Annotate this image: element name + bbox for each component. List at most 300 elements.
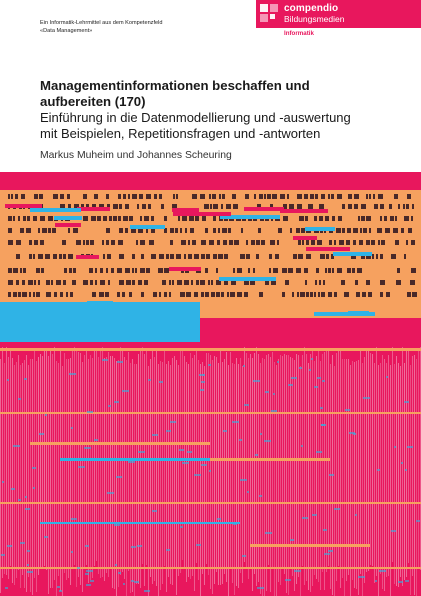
art-glyph-mark [342,228,345,233]
art-glyph-mark [389,204,392,209]
art-glyph-mark [151,216,154,221]
art-glyph-mark [210,204,212,209]
art-fleck [294,570,301,572]
art-fleck [264,440,271,442]
art-glyph-mark [18,292,21,297]
art-glyph-mark [184,280,189,285]
art-glyph-mark [366,280,370,285]
art-glyph-mark [348,204,352,209]
art-glyph-mark [63,280,66,285]
art-stripe [144,354,145,586]
art-fleck [152,510,157,512]
art-fleck [404,401,409,403]
art-stripe [320,361,321,590]
art-fleck [398,581,403,583]
art-fleck [118,572,121,574]
art-stripe [400,366,401,577]
art-fleck [285,579,291,581]
art-fleck [223,430,227,432]
art-glyph-mark [40,216,45,221]
art-glyph-mark [106,194,109,199]
art-stripe [294,360,295,591]
art-glyph-mark [337,268,342,273]
art-glyph-mark [8,194,10,199]
art-glyph-mark [251,240,255,245]
art-glyph-mark [208,280,210,285]
art-stripe [154,357,155,581]
art-fleck [134,581,139,583]
art-stripe [270,357,271,592]
art-glyph-mark [33,292,35,297]
art-glyph-mark [358,216,360,221]
art-fleck [311,358,313,360]
art-glyph-mark [132,254,135,259]
art-glyph-mark [90,240,94,245]
art-glyph-mark [258,228,261,233]
art-glyph-mark [29,254,32,259]
art-glyph-mark [401,228,404,233]
art-fleck [200,389,204,391]
art-glyph-mark [132,268,134,273]
art-stripe [402,347,403,586]
art-bar [77,207,110,211]
art-fleck [288,384,293,386]
art-stripe [388,355,389,576]
art-fleck [243,365,245,367]
art-glyph-mark [119,280,124,285]
art-glyph-mark [20,228,24,233]
art-glyph-mark [356,292,360,297]
art-bar [306,247,350,251]
art-glyph-mark [23,216,26,221]
art-glyph-mark [201,292,204,297]
art-glyph-mark [205,228,208,233]
art-glyph-mark [13,268,18,273]
art-glyph-mark [83,216,88,221]
art-fleck [240,479,247,481]
art-glyph-mark [36,292,40,297]
art-stripe [296,354,297,584]
art-glyph-mark [38,228,40,233]
art-fleck [312,514,317,516]
art-stripe [266,355,267,591]
art-fleck [321,424,326,426]
art-glyph-mark [256,240,260,245]
art-glyph-mark [108,280,110,285]
art-stripe [202,362,203,574]
art-bar [172,208,199,212]
art-glyph-mark [273,268,278,273]
art-fleck [20,542,25,544]
art-stripe [384,359,385,591]
art-fleck [148,379,151,381]
art-glyph-mark [403,204,405,209]
art-glyph-mark [221,204,223,209]
art-stripe [232,363,233,583]
art-glyph-mark [369,228,371,233]
art-glyph-mark [328,194,330,199]
art-glyph-mark [103,216,107,221]
art-stripe [78,352,79,577]
art-fleck [7,545,12,547]
art-glyph-mark [381,240,385,245]
art-glyph-mark [51,280,53,285]
art-glyph-mark [23,268,26,273]
art-stripe [146,348,147,565]
art-glyph-mark [304,268,308,273]
art-fleck [85,545,89,547]
art-glyph-mark [190,228,194,233]
art-glyph-mark [395,216,397,221]
art-stripe [122,351,123,572]
art-stripe [204,366,205,585]
art-glyph-mark [100,268,103,273]
art-fleck [59,590,62,592]
art-glyph-mark [73,228,78,233]
art-fleck [391,530,396,532]
art-glyph-mark [259,292,263,297]
art-glyph-mark [59,254,62,259]
cube-logo-icon [260,4,280,24]
art-glyph-mark [148,204,151,209]
art-fleck [320,407,323,409]
art-glyph-mark [111,240,115,245]
art-glyph-mark [305,280,307,285]
art-glyph-mark [310,194,314,199]
art-glyph-mark [316,268,319,273]
art-stripe [312,350,313,586]
art-stripe [142,347,143,564]
art-glyph-mark [306,292,309,297]
art-fleck [257,587,264,589]
art-pink-band [200,318,421,342]
art-glyph-mark [173,194,175,199]
art-glyph-mark [368,292,372,297]
art-glyph-mark [89,268,93,273]
art-glyph-mark [132,280,135,285]
art-glyph-mark [407,292,411,297]
art-glyph-mark [181,240,186,245]
art-stripe [346,359,347,581]
art-bar [76,255,99,259]
art-fleck [316,451,322,453]
art-glyph-mark [272,194,277,199]
art-glyph-mark [216,292,220,297]
art-fleck [302,517,308,519]
art-stripe [252,358,253,591]
art-fleck [18,499,21,501]
art-glyph-mark [206,254,210,259]
art-glyph-mark [170,254,174,259]
art-bar [169,267,201,271]
art-glyph-mark [334,240,336,245]
art-glyph-mark [119,204,122,209]
art-glyph-mark [170,240,173,245]
art-glyph-mark [315,194,318,199]
art-glyph-mark [129,216,133,221]
art-glyph-mark [191,280,193,285]
art-glyph-mark [344,292,349,297]
art-glyph-mark [378,240,380,245]
art-bar [54,216,82,220]
art-glyph-mark [305,216,308,221]
art-glyph-mark [292,292,294,297]
art-glyph-mark [66,292,68,297]
art-glyph-mark [92,292,96,297]
art-glyph-mark [46,280,50,285]
art-stripe [198,360,199,580]
art-fleck [39,433,44,435]
art-glyph-mark [33,254,35,259]
art-glyph-mark [182,216,187,221]
art-glyph-mark [229,240,233,245]
art-stripe [394,364,395,584]
art-glyph-mark [384,216,387,221]
art-glyph-mark [205,292,209,297]
art-fleck [137,545,142,547]
art-fleck [232,421,239,423]
art-glyph-mark [40,240,44,245]
art-glyph-mark [125,228,128,233]
art-fleck [203,374,205,376]
art-stripe [322,354,323,572]
art-glyph-mark [213,204,218,209]
art-stripe [264,359,265,596]
art-stripe [254,353,255,574]
art-glyph-mark [212,194,216,199]
art-stripe [372,354,373,566]
art-bar [5,204,42,208]
art-stripe [4,363,5,574]
art-glyph-mark [153,292,157,297]
art-fleck [349,432,355,434]
art-fleck [2,481,4,483]
art-glyph-mark [36,268,40,273]
art-glyph-mark [154,194,157,199]
art-bar [30,208,81,212]
publisher-name: compendio [284,3,339,14]
art-glyph-mark [213,254,217,259]
publisher-logo [256,0,421,38]
art-glyph-mark [107,254,111,259]
art-glyph-mark [192,194,197,199]
art-glyph-mark [325,268,327,273]
art-fleck [299,367,302,369]
art-fleck [407,446,413,448]
art-glyph-mark [164,292,167,297]
art-glyph-mark [385,228,390,233]
art-glyph-mark [117,292,120,297]
art-glyph-mark [347,228,351,233]
art-glyph-mark [222,228,227,233]
art-glyph-mark [246,254,250,259]
art-glyph-mark [38,280,40,285]
art-fleck [5,587,8,589]
art-stripe [340,349,341,588]
art-stripe [334,366,335,596]
art-stripe [102,347,103,577]
art-glyph-mark [386,292,390,297]
book-subtitle-line: Einführung in die Datenmodellierung und -auswertung [40,110,351,125]
art-glyph-mark [53,254,57,259]
art-glyph-mark [332,268,334,273]
art-glyph-mark [289,204,294,209]
art-glyph-mark [354,194,359,199]
art-stripe [76,349,77,587]
art-glyph-mark [13,216,15,221]
art-glyph-mark [354,204,358,209]
art-glyph-mark [321,292,325,297]
art-glyph-mark [106,228,110,233]
art-glyph-mark [298,240,301,245]
art-glyph-mark [109,216,112,221]
art-stripe [360,351,361,574]
art-fleck [115,564,117,566]
art-fleck [255,454,258,456]
art-stripe [330,364,331,589]
art-fleck [144,590,150,592]
art-stripe [314,361,315,575]
art-stripe [74,347,75,565]
art-glyph-mark [140,216,142,221]
art-fleck [123,583,125,585]
art-glyph-mark [69,268,72,273]
art-stripe [194,355,195,591]
art-fleck [170,421,176,423]
art-fleck [182,462,189,464]
art-fleck [265,532,272,534]
art-glyph-mark [128,194,130,199]
book-subtitle-line: mit Beispielen, Repetitionsfragen und -antworten [40,125,321,141]
art-glyph-mark [90,280,93,285]
art-glyph-mark [106,268,108,273]
art-glyph-mark [180,292,185,297]
art-glyph-mark [334,292,337,297]
art-glyph-mark [48,228,51,233]
art-stripe [410,365,411,595]
art-glyph-mark [16,254,20,259]
art-line [60,458,220,461]
art-glyph-mark [188,254,192,259]
art-glyph-mark [53,194,58,199]
art-glyph-mark [192,240,196,245]
art-glyph-mark [132,194,137,199]
art-stripe [166,364,167,592]
art-stripe [286,355,287,593]
art-stripe [36,361,37,592]
art-stripe [82,362,83,592]
art-bar [333,252,372,256]
art-glyph-mark [338,216,342,221]
art-glyph-mark [261,240,265,245]
art-fleck [84,447,91,449]
art-glyph-mark [141,254,144,259]
art-stripe [348,359,349,575]
art-glyph-mark [369,194,371,199]
art-glyph-mark [290,228,292,233]
art-stripe [356,361,357,589]
art-glyph-mark [164,216,167,221]
art-stripe [408,348,409,563]
art-fleck [363,397,370,399]
art-glyph-mark [264,194,266,199]
art-stripe [132,359,133,592]
art-glyph-mark [170,228,174,233]
art-fleck [322,380,325,382]
art-fleck [253,380,260,382]
art-glyph-mark [144,216,149,221]
art-glyph-mark [270,240,275,245]
art-glyph-mark [366,194,368,199]
art-stripe [318,350,319,582]
art-stripe [328,348,329,566]
art-fleck [233,523,237,525]
art-stripe [392,347,393,562]
art-glyph-mark [45,254,50,259]
art-glyph-mark [97,216,101,221]
art-glyph-mark [380,292,383,297]
art-fleck [152,434,158,436]
art-glyph-mark [218,228,220,233]
art-stripe [354,362,355,588]
art-stripe [62,366,63,596]
art-glyph-mark [159,254,164,259]
art-stripe [396,356,397,586]
publisher-subname: Bildungsmedien [284,14,345,24]
art-glyph-mark [113,216,117,221]
art-fleck [108,405,111,407]
art-glyph-mark [226,204,231,209]
art-glyph-mark [34,280,36,285]
art-stripe [12,358,13,583]
art-glyph-mark [233,268,235,273]
art-stripe [186,362,187,582]
art-bar [130,225,165,229]
art-glyph-mark [348,194,352,199]
art-stripe [224,359,225,574]
art-stripe [64,353,65,573]
art-glyph-mark [245,194,249,199]
art-stripe [226,352,227,582]
art-fleck [301,445,303,447]
art-glyph-mark [390,216,394,221]
art-glyph-mark [411,216,413,221]
art-glyph-mark [178,216,180,221]
art-fleck [314,386,318,388]
art-stripe [406,348,407,577]
art-stripe [26,355,27,592]
art-glyph-mark [319,280,321,285]
art-fleck [166,549,170,551]
art-glyph-mark [68,228,70,233]
art-stripe [382,355,383,589]
art-glyph-mark [308,204,313,209]
art-glyph-mark [297,292,299,297]
art-glyph-mark [201,254,205,259]
art-glyph-mark [76,240,81,245]
art-glyph-mark [184,254,186,259]
art-fleck [27,564,29,566]
art-stripe [222,362,223,584]
art-glyph-mark [359,240,363,245]
art-line [30,442,210,445]
art-glyph-mark [68,254,73,259]
art-glyph-mark [29,240,32,245]
art-stripe [350,365,351,596]
art-fleck [18,398,21,400]
art-stripe [24,360,25,588]
art-stripe [54,347,55,580]
